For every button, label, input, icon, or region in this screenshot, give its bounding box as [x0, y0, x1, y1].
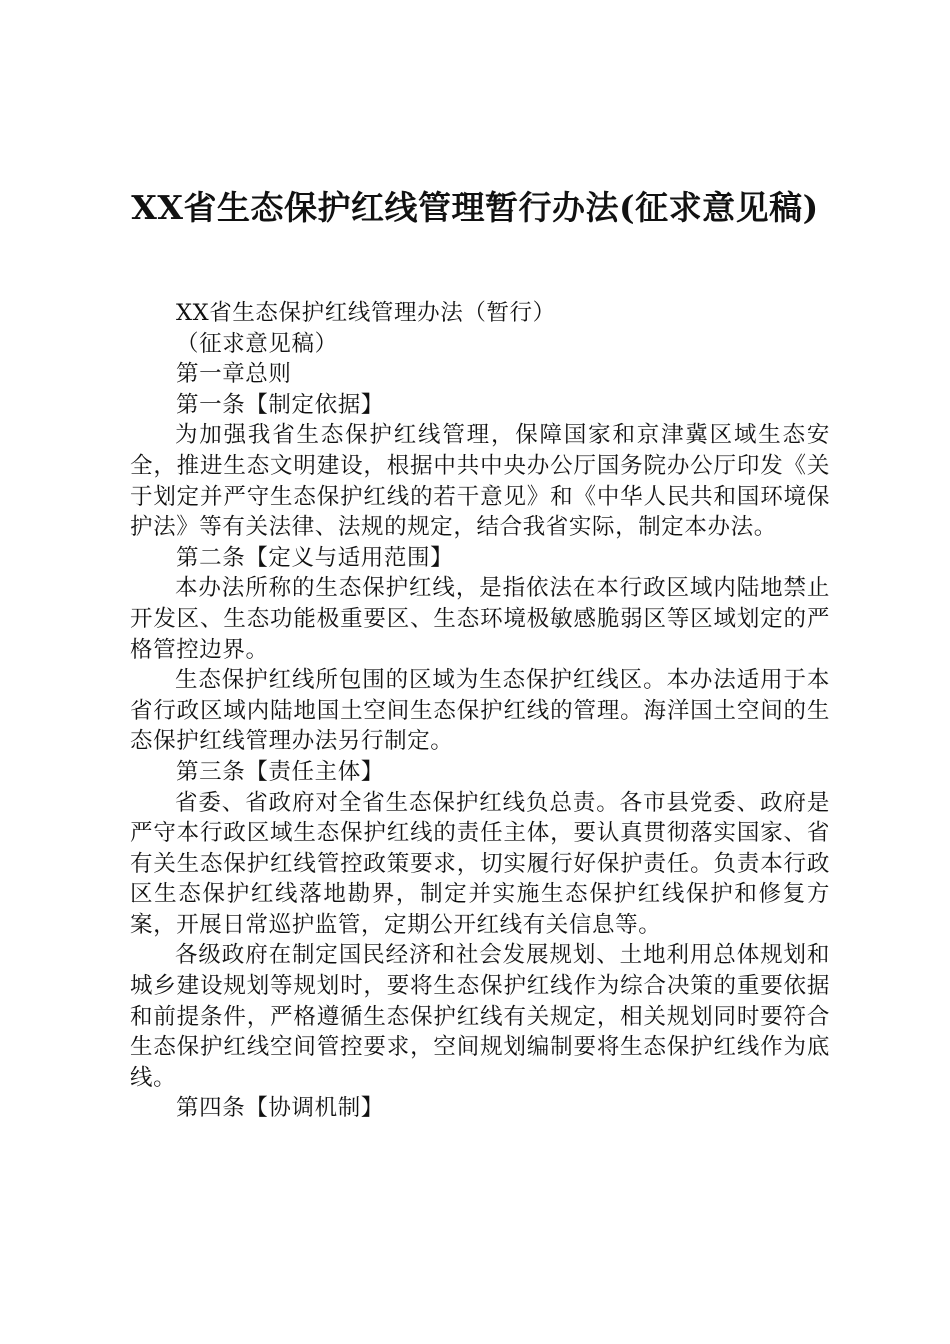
article-paragraph: 各级政府在制定国民经济和社会发展规划、土地利用总体规划和城乡建设规划等规划时，要将生态保护红线作为综合决策的重要依据和前提条件，严格遵循生态保护红线有关规定，相关规划同时要符合生态保护红线空间管控要求，空间规划编制要将生态保护红线作为底线。	[130, 942, 830, 1091]
chapter-heading: 第一章总则	[176, 361, 292, 388]
draft-note: （征求意见稿）	[176, 330, 338, 357]
article-paragraph: 本办法所称的生态保护红线，是指依法在本行政区域内陆地禁止开发区、生态功能极重要区、生态环境极敏感脆弱区等区域划定的严格管控边界。	[130, 575, 830, 663]
article-paragraph: 生态保护红线所包围的区域为生态保护红线区。本办法适用于本省行政区域内陆地国土空间生态保护红线的管理。海洋国土空间的生态保护红线管理办法另行制定。	[130, 667, 830, 755]
article-heading: 第二条【定义与适用范围】	[176, 544, 454, 571]
article-heading: 第三条【责任主体】	[176, 758, 384, 785]
article-heading: 第四条【协调机制】	[176, 1095, 384, 1122]
article-heading: 第一条【制定依据】	[176, 391, 384, 418]
article-paragraph: 省委、省政府对全省生态保护红线负总责。各市县党委、政府是严守本行政区域生态保护红线的责任主体，要认真贯彻落实国家、省有关生态保护红线管控政策要求，切实履行好保护责任。负责本行政区生态保护红线落地勘界，制定并实施生态保护红线保护和修复方案，开展日常巡护监管，定期公开红线有关信息等。	[130, 789, 830, 938]
article-paragraph: 为加强我省生态保护红线管理，保障国家和京津冀区域生态安全，推进生态文明建设，根据中共中央办公厅国务院办公厅印发《关于划定并严守生态保护红线的若干意见》和《中华人民共和国环境保护法》等有关法律、法规的规定，结合我省实际，制定本办法。	[130, 422, 830, 541]
document-title: XX省生态保护红线管理暂行办法(征求意见稿)	[131, 188, 819, 227]
subtitle-line: XX省生态保护红线管理办法（暂行）	[176, 300, 556, 326]
document-body	[130, 298, 830, 1124]
